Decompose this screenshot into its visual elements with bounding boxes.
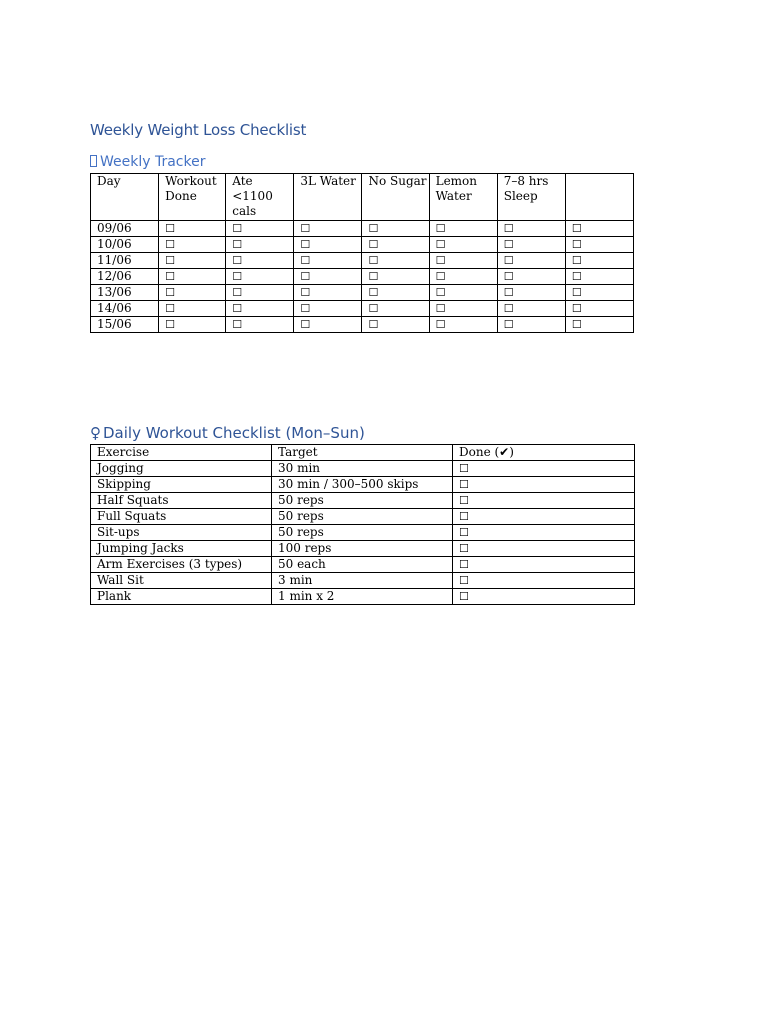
checkbox-cell (159, 253, 226, 269)
target-cell: 50 reps (272, 509, 453, 525)
checkbox-cell (294, 301, 362, 317)
table-row (91, 509, 635, 525)
checkbox[interactable]: ☐ (165, 238, 175, 251)
column-header (565, 174, 633, 221)
checkbox-cell (429, 237, 497, 253)
page-title: Weekly Weight Loss Checklist (90, 121, 307, 139)
day-cell: 14/06 (91, 301, 159, 317)
daily-workout-heading (90, 424, 365, 442)
checkbox[interactable]: ☐ (368, 254, 379, 267)
done-cell (453, 541, 635, 557)
table-row (91, 317, 634, 333)
table-row (91, 493, 635, 509)
checkbox[interactable]: ☐ (368, 286, 379, 299)
checkbox[interactable]: ☐ (165, 222, 175, 235)
checkbox[interactable]: ☐ (300, 286, 311, 299)
checkbox[interactable]: ☐ (368, 318, 379, 331)
day-cell: 15/06 (91, 317, 159, 333)
column-header: Workout Done (159, 174, 226, 221)
checkbox[interactable]: ☐ (435, 270, 446, 283)
target-cell: 30 min / 300–500 skips (272, 477, 453, 493)
checkbox[interactable]: ☐ (503, 302, 514, 315)
weekly-tracker-heading-text: Weekly Tracker (100, 154, 206, 170)
checkbox-cell (226, 301, 294, 317)
exercise-cell: Arm Exercises (3 types) (91, 557, 272, 573)
day-cell: 11/06 (91, 253, 159, 269)
checkbox[interactable]: ☐ (165, 254, 175, 267)
checkbox-cell (226, 221, 294, 237)
target-cell: 3 min (272, 573, 453, 589)
checkbox[interactable]: ☐ (435, 238, 446, 251)
checkbox-cell (226, 253, 294, 269)
checkbox[interactable]: ☐ (459, 542, 469, 555)
checkbox-cell (159, 301, 226, 317)
table-header-row (91, 174, 634, 221)
checkbox[interactable]: ☐ (368, 238, 379, 251)
checkbox-cell (159, 221, 226, 237)
day-cell: 10/06 (91, 237, 159, 253)
female-sign-icon: ♀ (90, 424, 101, 442)
checkbox[interactable]: ☐ (459, 462, 469, 475)
exercise-cell: Skipping (91, 477, 272, 493)
checkbox-cell (497, 269, 565, 285)
table-row (91, 477, 635, 493)
checkbox-cell (294, 285, 362, 301)
checkbox-cell (429, 269, 497, 285)
checkbox[interactable]: ☐ (232, 270, 243, 283)
exercise-cell: Jogging (91, 461, 272, 477)
checkbox-cell (362, 237, 429, 253)
checkbox-cell (159, 269, 226, 285)
checkbox-cell (565, 237, 633, 253)
checkbox[interactable]: ☐ (571, 270, 582, 283)
exercise-cell: Wall Sit (91, 573, 272, 589)
table-row (91, 589, 635, 605)
checkbox-cell (294, 253, 362, 269)
checkbox-cell (565, 301, 633, 317)
done-cell (453, 589, 635, 605)
checkbox[interactable]: ☐ (300, 270, 311, 283)
checkbox-cell (159, 285, 226, 301)
checkbox-cell (497, 253, 565, 269)
checkbox[interactable]: ☐ (300, 318, 311, 331)
checkbox[interactable]: ☐ (459, 494, 469, 507)
checkbox[interactable]: ☐ (459, 510, 469, 523)
weekly-tracker-heading (90, 154, 206, 170)
exercise-cell: Full Squats (91, 509, 272, 525)
checkbox[interactable]: ☐ (232, 318, 243, 331)
daily-workout-table (90, 444, 635, 605)
checkbox-cell (429, 317, 497, 333)
column-header: Exercise (91, 445, 272, 461)
checkbox[interactable]: ☐ (459, 574, 469, 587)
checkbox[interactable]: ☐ (300, 238, 311, 251)
daily-workout-heading-text: Daily Workout Checklist (Mon–Sun) (103, 424, 365, 442)
target-cell: 50 reps (272, 493, 453, 509)
weekly-tracker-table (90, 173, 634, 333)
table-row (91, 557, 635, 573)
checkbox-cell (429, 301, 497, 317)
checkbox[interactable]: ☐ (232, 302, 243, 315)
checkbox[interactable]: ☐ (232, 286, 243, 299)
checkbox[interactable]: ☐ (503, 286, 514, 299)
exercise-cell: Jumping Jacks (91, 541, 272, 557)
checkbox[interactable]: ☐ (165, 286, 175, 299)
checkbox-cell (294, 221, 362, 237)
done-cell (453, 509, 635, 525)
checkbox-cell (294, 317, 362, 333)
box-icon (90, 155, 97, 167)
checkbox[interactable]: ☐ (232, 254, 243, 267)
checkbox-cell (497, 237, 565, 253)
checkbox[interactable]: ☐ (503, 318, 514, 331)
day-cell: 12/06 (91, 269, 159, 285)
checkbox-cell (226, 285, 294, 301)
checkbox[interactable]: ☐ (459, 590, 469, 603)
table-row (91, 285, 634, 301)
exercise-cell: Half Squats (91, 493, 272, 509)
checkbox-cell (565, 285, 633, 301)
checkbox[interactable]: ☐ (571, 254, 582, 267)
checkbox[interactable]: ☐ (165, 270, 175, 283)
checkbox-cell (429, 253, 497, 269)
column-header: No Sugar (362, 174, 429, 221)
checkbox-cell (294, 269, 362, 285)
checkbox[interactable]: ☐ (165, 302, 175, 315)
done-cell (453, 477, 635, 493)
checkbox[interactable]: ☐ (368, 302, 379, 315)
table-row (91, 461, 635, 477)
checkbox-cell (226, 317, 294, 333)
checkbox[interactable]: ☐ (368, 222, 379, 235)
checkbox[interactable]: ☐ (300, 302, 311, 315)
checkbox[interactable]: ☐ (165, 318, 175, 331)
checkbox[interactable]: ☐ (459, 526, 469, 539)
table-row (91, 301, 634, 317)
checkbox[interactable]: ☐ (435, 254, 446, 267)
checkbox[interactable]: ☐ (232, 222, 243, 235)
checkbox-cell (362, 221, 429, 237)
checkbox-cell (497, 221, 565, 237)
target-cell: 50 reps (272, 525, 453, 541)
table-row (91, 237, 634, 253)
checkbox-cell (226, 237, 294, 253)
checkbox-cell (362, 253, 429, 269)
checkbox-cell (429, 285, 497, 301)
table-row (91, 525, 635, 541)
checkbox[interactable]: ☐ (435, 222, 446, 235)
target-cell: 50 each (272, 557, 453, 573)
column-header: Lemon Water (429, 174, 497, 221)
table-row (91, 253, 634, 269)
done-cell (453, 557, 635, 573)
column-header: 3L Water (294, 174, 362, 221)
checkbox-cell (497, 285, 565, 301)
checkbox-cell (429, 221, 497, 237)
column-header: Target (272, 445, 453, 461)
column-header: 7–8 hrs Sleep (497, 174, 565, 221)
checkbox[interactable]: ☐ (571, 238, 582, 251)
target-cell: 100 reps (272, 541, 453, 557)
table-row (91, 221, 634, 237)
checkbox[interactable]: ☐ (435, 302, 446, 315)
done-cell (453, 493, 635, 509)
checkbox-cell (159, 317, 226, 333)
column-header: Done (✔) (453, 445, 635, 461)
checkbox[interactable]: ☐ (571, 302, 582, 315)
checkbox[interactable]: ☐ (300, 254, 311, 267)
done-cell (453, 525, 635, 541)
checkbox-cell (497, 317, 565, 333)
checkbox-cell (565, 221, 633, 237)
checkbox[interactable]: ☐ (503, 254, 514, 267)
checkbox[interactable]: ☐ (503, 270, 514, 283)
checkbox-cell (362, 269, 429, 285)
day-cell: 09/06 (91, 221, 159, 237)
exercise-cell: Sit-ups (91, 525, 272, 541)
target-cell: 30 min (272, 461, 453, 477)
checkbox-cell (362, 285, 429, 301)
done-cell (453, 461, 635, 477)
target-cell: 1 min x 2 (272, 589, 453, 605)
table-row (91, 269, 634, 285)
column-header: Day (91, 174, 159, 221)
table-header-row (91, 445, 635, 461)
checkbox[interactable]: ☐ (503, 222, 514, 235)
table-row (91, 541, 635, 557)
checkbox-cell (294, 237, 362, 253)
table-row (91, 573, 635, 589)
checkbox[interactable]: ☐ (459, 478, 469, 491)
checkbox[interactable]: ☐ (571, 286, 582, 299)
checkbox-cell (565, 317, 633, 333)
checkbox[interactable]: ☐ (435, 286, 446, 299)
checkbox[interactable]: ☐ (459, 558, 469, 571)
checkbox[interactable]: ☐ (368, 270, 379, 283)
checkbox-cell (226, 269, 294, 285)
checkbox-cell (362, 317, 429, 333)
checkbox[interactable]: ☐ (571, 318, 582, 331)
checkbox[interactable]: ☐ (435, 318, 446, 331)
column-header: Ate <1100 cals (226, 174, 294, 221)
checkbox-cell (497, 301, 565, 317)
done-cell (453, 573, 635, 589)
checkbox[interactable]: ☐ (571, 222, 582, 235)
checkbox-cell (362, 301, 429, 317)
checkbox-cell (159, 237, 226, 253)
exercise-cell: Plank (91, 589, 272, 605)
checkbox[interactable]: ☐ (300, 222, 311, 235)
checkbox-cell (565, 269, 633, 285)
checkbox[interactable]: ☐ (503, 238, 514, 251)
checkbox-cell (565, 253, 633, 269)
checkbox[interactable]: ☐ (232, 238, 243, 251)
day-cell: 13/06 (91, 285, 159, 301)
